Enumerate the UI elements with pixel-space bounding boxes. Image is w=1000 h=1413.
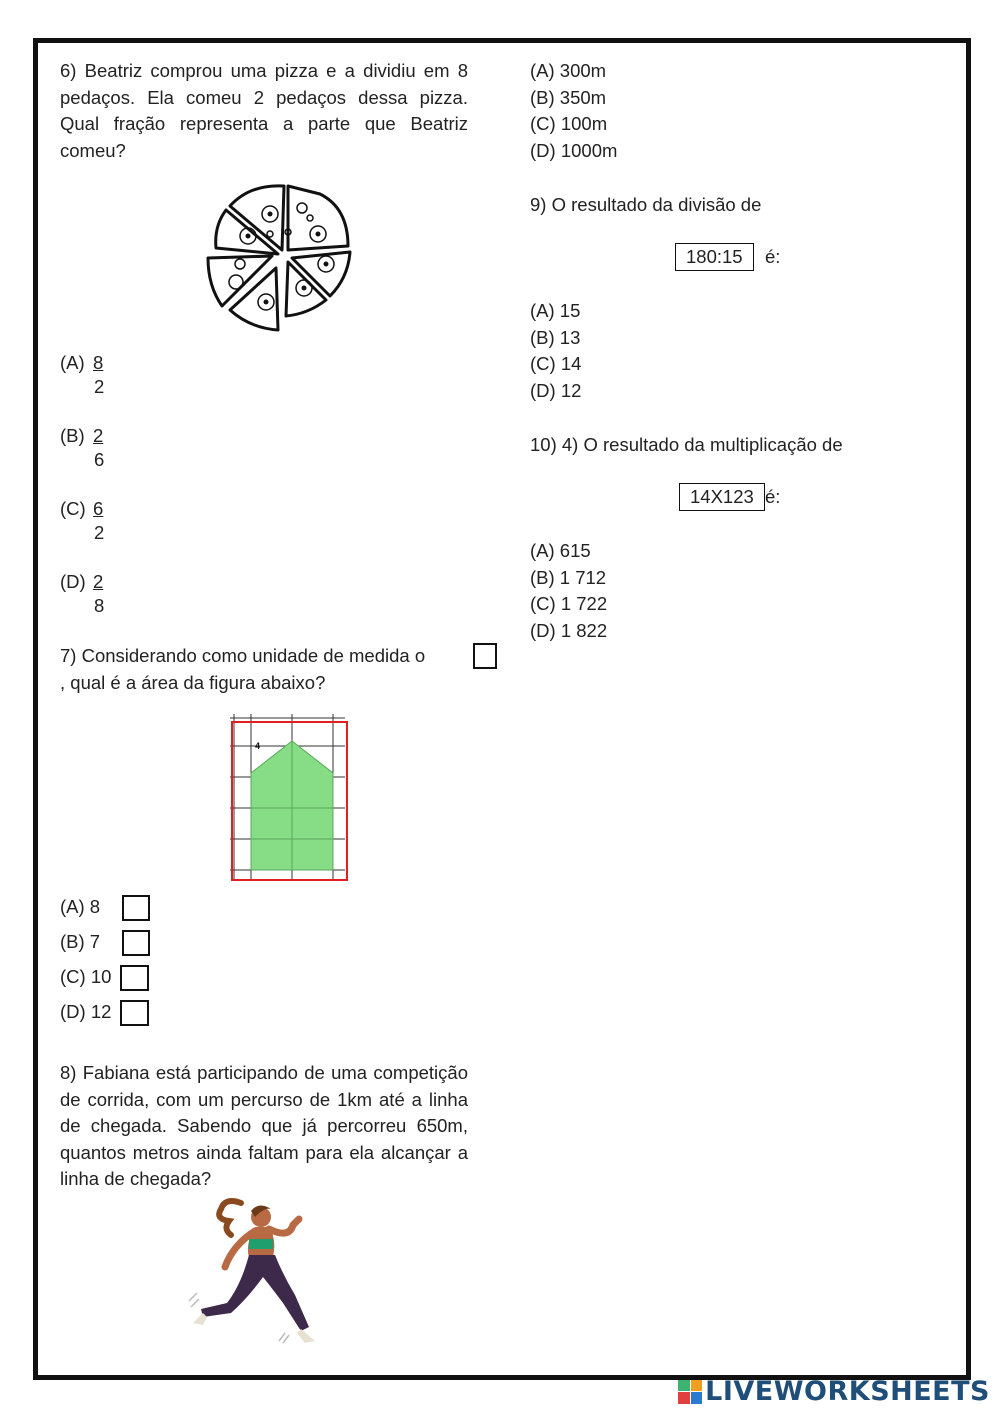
q10-option-b[interactable]: (B) 1 712 [530,566,607,588]
denominator: 2 [94,376,105,397]
q9-option-b[interactable]: (B) 13 [530,326,581,348]
q9-expression: 180:15 [675,243,754,271]
runner-illustration [185,1195,330,1350]
denominator: 8 [94,595,105,616]
q7-option-c: (C) 10 [60,966,112,987]
q7-option-d: (D) 12 [60,1001,112,1022]
q7-answer-box-c[interactable] [120,965,149,991]
denominator: 2 [94,522,105,543]
q8-option-d[interactable]: (D) 1000m [530,139,618,161]
q9-option-a[interactable]: (A) 15 [530,300,581,321]
q9-option-c[interactable]: (C) 14 [530,353,582,374]
q10-expression: 14X123 [679,483,765,511]
q7-text-line2: , qual é a área da figura abaixo? [60,672,326,693]
q8-option-c[interactable]: (C) 100m [530,113,608,134]
liveworksheets-logo [678,1376,990,1407]
q7-answer-box-a[interactable] [122,895,150,921]
q9-text: 9) O resultado da divisão de [530,194,762,215]
numerator: 2 [93,571,104,592]
unit-square-icon [473,643,497,669]
option-label: (C) [60,498,86,519]
q10-suffix: é: [765,486,781,507]
q8-option-b[interactable]: (B) 350m [530,86,607,108]
grid-label: 4 [255,741,261,751]
option-label: (B) [60,425,85,446]
q7-option-b: (B) 7 [60,931,101,952]
area-figure [225,712,355,887]
q10-text: 10) 4) O resultado da multiplicação de [530,434,843,455]
option-label: (A) [60,352,85,373]
denominator: 6 [94,449,105,470]
q7-answer-box-b[interactable] [122,930,150,956]
logo-text: LIVEWORKSHEETS [705,1376,990,1407]
q10-option-d[interactable]: (D) 1 822 [530,619,608,641]
q7-text-line1: 7) Considerando como unidade de medida o [60,645,426,666]
q9-option-d[interactable]: (D) 12 [530,379,582,401]
q10-option-a[interactable]: (A) 615 [530,540,591,561]
numerator: 6 [93,498,104,519]
numerator: 2 [93,425,104,446]
q7-option-a: (A) 8 [60,896,101,917]
q6-text: 6) Beatriz comprou uma pizza e a dividiu em 8 pedaços. Ela comeu 2 pedaços dessa pizza. Qual fração representa a parte que Beatriz comeu? [60,60,468,161]
q8-option-a[interactable]: (A) 300m [530,60,607,81]
q8-text: 8) Fabiana está participando de uma competição de corrida, com um percurso de 1km até a linha de chegada. Sabendo que já percorreu 650m, quantos metros ainda faltam para ela alcançar a linha de chegada? [60,1062,468,1189]
pizza-illustration [200,178,360,338]
q9-suffix: é: [765,246,781,267]
logo-mark-icon [678,1380,702,1404]
q7-answer-box-d[interactable] [120,1000,149,1026]
q10-option-c[interactable]: (C) 1 722 [530,593,608,614]
option-label: (D) [60,571,86,592]
numerator: 8 [93,352,104,373]
